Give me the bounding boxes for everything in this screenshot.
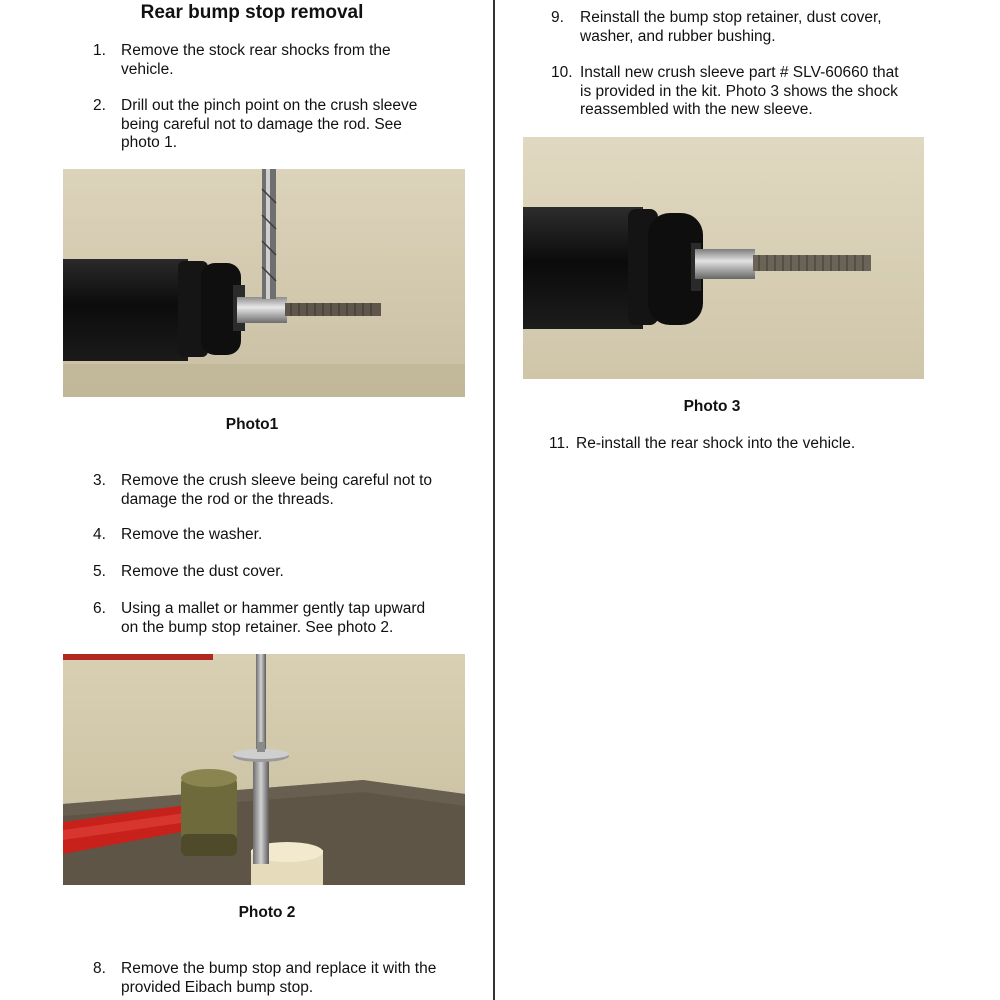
step-text: Using a mallet or hammer gently tap upward on the bump stop retainer. See photo 2. bbox=[121, 600, 426, 636]
step-number: 10. bbox=[551, 64, 573, 81]
step-number: 1. bbox=[93, 42, 106, 59]
step-number: 11. bbox=[549, 435, 570, 452]
step-4 bbox=[93, 526, 443, 545]
step-1 bbox=[93, 42, 438, 79]
step-text: Remove the crush sleeve being careful not to damage the rod or the threads. bbox=[121, 472, 433, 508]
photo-1-image bbox=[63, 169, 465, 397]
step-8 bbox=[93, 960, 443, 997]
photo-3-image bbox=[523, 137, 924, 379]
step-number: 8. bbox=[93, 960, 106, 977]
step-number: 3. bbox=[93, 472, 106, 489]
page-title: Rear bump stop removal bbox=[140, 2, 364, 23]
step-text: Remove the stock rear shocks from the vehicle. bbox=[121, 42, 391, 78]
step-11 bbox=[549, 435, 929, 454]
step-text: Remove the bump stop and replace it with the provided Eibach bump stop. bbox=[121, 960, 437, 996]
step-9 bbox=[551, 9, 911, 46]
step-5 bbox=[93, 563, 443, 582]
step-6 bbox=[93, 600, 443, 637]
photo-2-image bbox=[63, 654, 465, 885]
step-text: Install new crush sleeve part # SLV-60660 that is provided in the kit. Photo 3 shows the shock reassembled with the new sleeve. bbox=[580, 64, 899, 118]
step-text: Re-install the rear shock into the vehicle. bbox=[576, 435, 856, 452]
step-number: 5. bbox=[93, 563, 106, 580]
step-3 bbox=[93, 472, 453, 509]
photo-3-caption: Photo 3 bbox=[683, 398, 741, 415]
step-text: Remove the dust cover. bbox=[121, 563, 284, 580]
photo-1-caption: Photo1 bbox=[225, 416, 279, 433]
column-divider bbox=[493, 0, 495, 1000]
step-number: 4. bbox=[93, 526, 106, 543]
photo-2-caption: Photo 2 bbox=[238, 904, 296, 921]
step-2 bbox=[93, 97, 443, 153]
step-number: 2. bbox=[93, 97, 106, 114]
step-number: 6. bbox=[93, 600, 106, 617]
step-text: Reinstall the bump stop retainer, dust cover, washer, and rubber bushing. bbox=[580, 9, 882, 45]
step-10 bbox=[551, 64, 911, 120]
step-number: 9. bbox=[551, 9, 564, 26]
step-text: Drill out the pinch point on the crush sleeve being careful not to damage the rod. See photo 1. bbox=[121, 97, 418, 151]
step-text: Remove the washer. bbox=[121, 526, 263, 543]
